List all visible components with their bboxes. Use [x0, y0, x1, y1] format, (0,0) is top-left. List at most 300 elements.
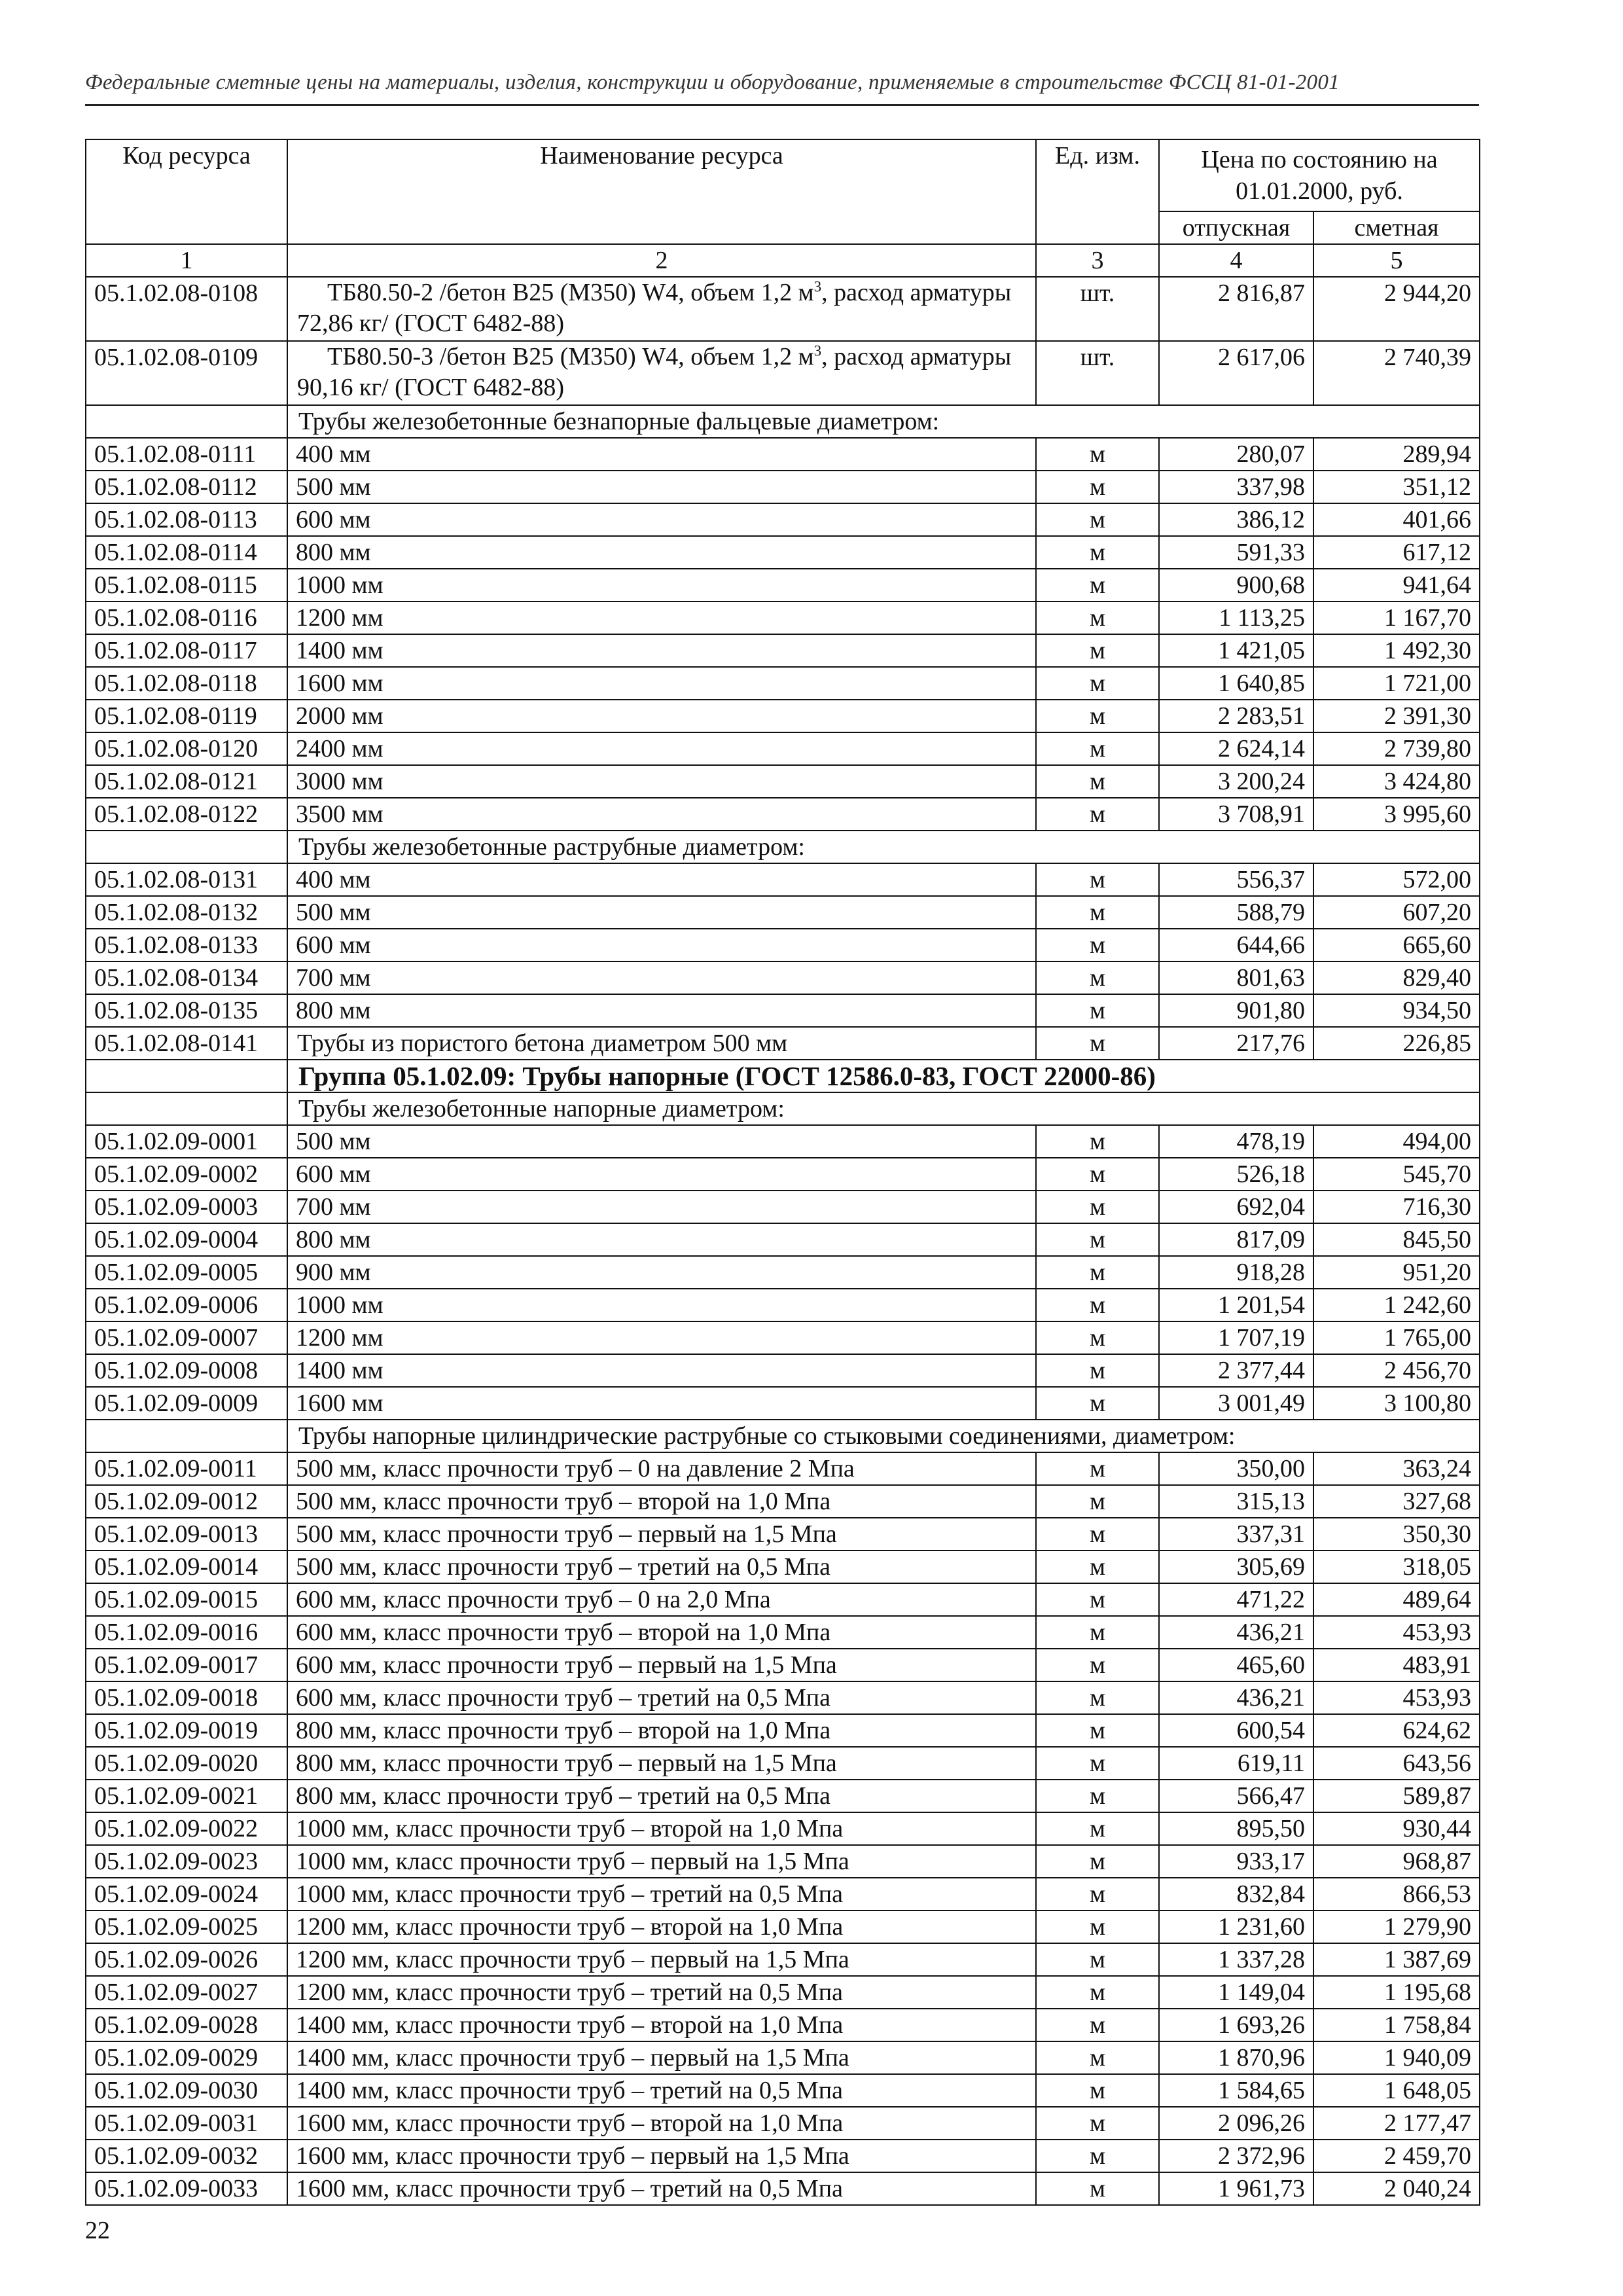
resource-name-text: ТБ80.50-3 /бетон В25 (М350) W4, объем 1,2 м — [327, 343, 814, 370]
resource-name: 1000 мм, класс прочности труб – первый на 1,5 Мпа — [287, 1845, 1036, 1878]
estimate-price: 607,20 — [1313, 896, 1480, 929]
estimate-price: 289,94 — [1313, 438, 1480, 471]
resource-code: 05.1.02.09-0006 — [86, 1289, 287, 1321]
section-title: Трубы железобетонные раструбные диаметром: — [287, 831, 1480, 863]
resource-code: 05.1.02.09-0028 — [86, 2009, 287, 2041]
table-row — [86, 1583, 1480, 1616]
release-price: 556,37 — [1159, 863, 1313, 896]
resource-name — [287, 341, 1036, 405]
estimate-price: 1 242,60 — [1313, 1289, 1480, 1321]
estimate-price: 3 100,80 — [1313, 1387, 1480, 1420]
resource-name: 500 мм, класс прочности труб – второй на 1,0 Мпа — [287, 1485, 1036, 1518]
unit-of-measure: м — [1036, 994, 1159, 1027]
table-row — [86, 863, 1480, 896]
resource-code: 05.1.02.09-0004 — [86, 1223, 287, 1256]
release-price: 933,17 — [1159, 1845, 1313, 1878]
resource-name: 1400 мм, класс прочности труб – второй на 1,0 Мпа — [287, 2009, 1036, 2041]
table-row — [86, 1812, 1480, 1845]
estimate-price: 951,20 — [1313, 1256, 1480, 1289]
release-price: 2 283,51 — [1159, 700, 1313, 732]
resource-code: 05.1.02.09-0003 — [86, 1191, 287, 1223]
estimate-price: 941,64 — [1313, 569, 1480, 601]
release-price: 217,76 — [1159, 1027, 1313, 1060]
release-price: 817,09 — [1159, 1223, 1313, 1256]
release-price: 644,66 — [1159, 929, 1313, 961]
release-price: 692,04 — [1159, 1191, 1313, 1223]
release-price: 1 640,85 — [1159, 667, 1313, 700]
unit-of-measure: м — [1036, 601, 1159, 634]
table-row — [86, 503, 1480, 536]
release-price: 2 624,14 — [1159, 732, 1313, 765]
resource-name-text: ТБ80.50-2 /бетон В25 (М350) W4, объем 1,2 м — [327, 279, 814, 306]
resource-name: 1600 мм, класс прочности труб – второй на 1,0 Мпа — [287, 2107, 1036, 2140]
resource-code: 05.1.02.09-0023 — [86, 1845, 287, 1878]
table-row — [86, 929, 1480, 961]
release-price: 1 421,05 — [1159, 634, 1313, 667]
resource-name: 3500 мм — [287, 798, 1036, 831]
section-row — [86, 1092, 1480, 1125]
table-row — [86, 1256, 1480, 1289]
resource-name: 600 мм, класс прочности труб – третий на 0,5 Мпа — [287, 1681, 1036, 1714]
unit-of-measure: м — [1036, 2140, 1159, 2172]
resource-code: 05.1.02.09-0031 — [86, 2107, 287, 2140]
resource-name: 2000 мм — [287, 700, 1036, 732]
table-row — [86, 1551, 1480, 1583]
table-row — [86, 1780, 1480, 1812]
unit-of-measure: м — [1036, 929, 1159, 961]
resource-code: 05.1.02.09-0032 — [86, 2140, 287, 2172]
estimate-price: 2 944,20 — [1313, 277, 1480, 341]
estimate-price: 1 648,05 — [1313, 2074, 1480, 2107]
release-price: 386,12 — [1159, 503, 1313, 536]
unit-of-measure: м — [1036, 1452, 1159, 1485]
resource-code: 05.1.02.09-0011 — [86, 1452, 287, 1485]
resource-name: 600 мм — [287, 929, 1036, 961]
unit-of-measure: м — [1036, 1747, 1159, 1780]
unit-of-measure: м — [1036, 2009, 1159, 2041]
release-price: 436,21 — [1159, 1616, 1313, 1649]
estimate-price: 934,50 — [1313, 994, 1480, 1027]
resource-name: 1400 мм — [287, 1354, 1036, 1387]
release-price: 2 377,44 — [1159, 1354, 1313, 1387]
section-title: Трубы напорные цилиндрические раструбные со стыковыми соединениями, диаметром: — [287, 1420, 1480, 1452]
resource-code: 05.1.02.09-0017 — [86, 1649, 287, 1681]
unit-of-measure: шт. — [1036, 277, 1159, 341]
empty-cell — [86, 831, 287, 863]
resource-code: 05.1.02.08-0119 — [86, 700, 287, 732]
release-price: 600,54 — [1159, 1714, 1313, 1747]
table-header-row — [86, 139, 1480, 211]
resource-name: 800 мм — [287, 994, 1036, 1027]
section-row — [86, 831, 1480, 863]
resource-code: 05.1.02.08-0114 — [86, 536, 287, 569]
resource-name: 700 мм — [287, 1191, 1036, 1223]
table-row — [86, 961, 1480, 994]
section-title: Трубы железобетонные безнапорные фальцевые диаметром: — [287, 405, 1480, 438]
resource-code: 05.1.02.09-0030 — [86, 2074, 287, 2107]
resource-name: 2400 мм — [287, 732, 1036, 765]
resource-code: 05.1.02.09-0015 — [86, 1583, 287, 1616]
estimate-price: 716,30 — [1313, 1191, 1480, 1223]
table-row — [86, 634, 1480, 667]
resource-code: 05.1.02.08-0121 — [86, 765, 287, 798]
resource-name: 500 мм, класс прочности труб – 0 на давление 2 Мпа — [287, 1452, 1036, 1485]
table-row — [86, 1518, 1480, 1551]
release-price: 436,21 — [1159, 1681, 1313, 1714]
estimate-price: 624,62 — [1313, 1714, 1480, 1747]
estimate-price: 489,64 — [1313, 1583, 1480, 1616]
resource-code: 05.1.02.08-0108 — [86, 277, 287, 341]
estimate-price: 401,66 — [1313, 503, 1480, 536]
release-price: 900,68 — [1159, 569, 1313, 601]
resource-name: 600 мм, класс прочности труб – 0 на 2,0 Мпа — [287, 1583, 1036, 1616]
release-price: 315,13 — [1159, 1485, 1313, 1518]
release-price: 526,18 — [1159, 1158, 1313, 1191]
table-row — [86, 1289, 1480, 1321]
resource-name: 600 мм, класс прочности труб – второй на 1,0 Мпа — [287, 1616, 1036, 1649]
release-price: 1 693,26 — [1159, 2009, 1313, 2041]
estimate-price: 483,91 — [1313, 1649, 1480, 1681]
resource-code: 05.1.02.09-0019 — [86, 1714, 287, 1747]
price-table — [85, 139, 1480, 2206]
resource-code: 05.1.02.08-0116 — [86, 601, 287, 634]
table-row — [86, 2140, 1480, 2172]
table-row — [86, 798, 1480, 831]
resource-name: 1600 мм, класс прочности труб – третий на 0,5 Мпа — [287, 2172, 1036, 2205]
release-price: 566,47 — [1159, 1780, 1313, 1812]
table-row — [86, 1943, 1480, 1976]
unit-of-measure: м — [1036, 1681, 1159, 1714]
resource-name: 1400 мм, класс прочности труб – третий на 0,5 Мпа — [287, 2074, 1036, 2107]
unit-of-measure: м — [1036, 863, 1159, 896]
empty-cell — [86, 405, 287, 438]
resource-code: 05.1.02.08-0134 — [86, 961, 287, 994]
unit-of-measure: шт. — [1036, 341, 1159, 405]
col-unit-header: Ед. изм. — [1036, 139, 1159, 244]
estimate-price: 1 195,68 — [1313, 1976, 1480, 2009]
release-price: 1 231,60 — [1159, 1910, 1313, 1943]
resource-name: 1200 мм, класс прочности труб – второй на 1,0 Мпа — [287, 1910, 1036, 1943]
table-row — [86, 1649, 1480, 1681]
unit-of-measure: м — [1036, 667, 1159, 700]
release-price: 471,22 — [1159, 1583, 1313, 1616]
resource-code: 05.1.02.09-0001 — [86, 1125, 287, 1158]
resource-name: 500 мм, класс прочности труб – первый на 1,5 Мпа — [287, 1518, 1036, 1551]
estimate-price: 1 279,90 — [1313, 1910, 1480, 1943]
column-number: 5 — [1313, 244, 1480, 277]
unit-of-measure: м — [1036, 1256, 1159, 1289]
resource-name: 1000 мм, класс прочности труб – второй на 1,0 Мпа — [287, 1812, 1036, 1845]
resource-code: 05.1.02.09-0005 — [86, 1256, 287, 1289]
resource-code: 05.1.02.08-0120 — [86, 732, 287, 765]
estimate-price: 1 387,69 — [1313, 1943, 1480, 1976]
resource-name: Трубы из пористого бетона диаметром 500 мм — [287, 1027, 1036, 1060]
estimate-price: 2 040,24 — [1313, 2172, 1480, 2205]
empty-cell — [86, 1060, 287, 1092]
group-title: Группа 05.1.02.09: Трубы напорные (ГОСТ 12586.0-83, ГОСТ 22000-86) — [287, 1060, 1480, 1092]
resource-name: 1600 мм — [287, 1387, 1036, 1420]
resource-code: 05.1.02.08-0132 — [86, 896, 287, 929]
resource-code: 05.1.02.09-0027 — [86, 1976, 287, 2009]
table-row — [86, 1125, 1480, 1158]
release-price: 1 149,04 — [1159, 1976, 1313, 2009]
estimate-price: 643,56 — [1313, 1747, 1480, 1780]
resource-code: 05.1.02.09-0008 — [86, 1354, 287, 1387]
table-row — [86, 1191, 1480, 1223]
resource-code: 05.1.02.09-0018 — [86, 1681, 287, 1714]
resource-code: 05.1.02.08-0133 — [86, 929, 287, 961]
table-row — [86, 1387, 1480, 1420]
release-price: 337,31 — [1159, 1518, 1313, 1551]
table-row — [86, 2074, 1480, 2107]
table-row — [86, 1747, 1480, 1780]
estimate-price: 2 456,70 — [1313, 1354, 1480, 1387]
resource-code: 05.1.02.09-0021 — [86, 1780, 287, 1812]
resource-code: 05.1.02.08-0113 — [86, 503, 287, 536]
resource-code: 05.1.02.09-0012 — [86, 1485, 287, 1518]
table-row — [86, 1616, 1480, 1649]
unit-of-measure: м — [1036, 1125, 1159, 1158]
release-price: 3 708,91 — [1159, 798, 1313, 831]
table-row — [86, 1910, 1480, 1943]
estimate-price: 572,00 — [1313, 863, 1480, 896]
resource-name: 1600 мм — [287, 667, 1036, 700]
unit-of-measure: м — [1036, 1191, 1159, 1223]
resource-code: 05.1.02.08-0112 — [86, 471, 287, 503]
resource-name: 500 мм — [287, 1125, 1036, 1158]
resource-name: 500 мм — [287, 896, 1036, 929]
unit-of-measure: м — [1036, 1976, 1159, 2009]
table-row — [86, 601, 1480, 634]
release-price: 1 113,25 — [1159, 601, 1313, 634]
table-row — [86, 1354, 1480, 1387]
estimate-price: 350,30 — [1313, 1518, 1480, 1551]
estimate-price: 829,40 — [1313, 961, 1480, 994]
unit-of-measure: м — [1036, 1845, 1159, 1878]
table-row — [86, 2009, 1480, 2041]
table-row — [86, 1452, 1480, 1485]
release-price: 832,84 — [1159, 1878, 1313, 1910]
unit-of-measure: м — [1036, 732, 1159, 765]
resource-code: 05.1.02.09-0024 — [86, 1878, 287, 1910]
resource-code: 05.1.02.09-0025 — [86, 1910, 287, 1943]
resource-name: 800 мм, класс прочности труб – второй на 1,0 Мпа — [287, 1714, 1036, 1747]
col-price-header: Цена по состоянию на 01.01.2000, руб. — [1159, 139, 1480, 211]
table-row — [86, 765, 1480, 798]
unit-of-measure: м — [1036, 2107, 1159, 2140]
unit-of-measure: м — [1036, 471, 1159, 503]
table-row — [86, 896, 1480, 929]
estimate-price: 968,87 — [1313, 1845, 1480, 1878]
section-row — [86, 405, 1480, 438]
unit-of-measure: м — [1036, 1714, 1159, 1747]
estimate-price: 3 424,80 — [1313, 765, 1480, 798]
unit-of-measure: м — [1036, 765, 1159, 798]
release-price: 2 816,87 — [1159, 277, 1313, 341]
table-row — [86, 277, 1480, 341]
unit-of-measure: м — [1036, 896, 1159, 929]
release-price: 2 096,26 — [1159, 2107, 1313, 2140]
superscript: 3 — [813, 278, 822, 295]
resource-name: 3000 мм — [287, 765, 1036, 798]
table-row — [86, 667, 1480, 700]
release-price: 2 372,96 — [1159, 2140, 1313, 2172]
release-price: 1 961,73 — [1159, 2172, 1313, 2205]
column-number: 2 — [287, 244, 1036, 277]
column-number: 1 — [86, 244, 287, 277]
group-row — [86, 1060, 1480, 1092]
estimate-price: 2 391,30 — [1313, 700, 1480, 732]
unit-of-measure: м — [1036, 438, 1159, 471]
unit-of-measure: м — [1036, 1878, 1159, 1910]
estimate-price: 665,60 — [1313, 929, 1480, 961]
estimate-price: 866,53 — [1313, 1878, 1480, 1910]
release-price: 1 201,54 — [1159, 1289, 1313, 1321]
resource-name-text: , расход арматуры 90,16 кг/ (ГОСТ 6482-88) — [297, 343, 1012, 401]
estimate-price: 2 739,80 — [1313, 732, 1480, 765]
unit-of-measure: м — [1036, 2041, 1159, 2074]
table-row — [86, 1027, 1480, 1060]
table-row — [86, 1681, 1480, 1714]
empty-cell — [86, 1420, 287, 1452]
empty-cell — [86, 1092, 287, 1125]
release-price: 337,98 — [1159, 471, 1313, 503]
table-row — [86, 1485, 1480, 1518]
section-row — [86, 1420, 1480, 1452]
resource-code: 05.1.02.08-0118 — [86, 667, 287, 700]
resource-name — [287, 277, 1036, 341]
col-estimate-header: сметная — [1313, 211, 1480, 244]
unit-of-measure: м — [1036, 503, 1159, 536]
release-price: 1 584,65 — [1159, 2074, 1313, 2107]
resource-name: 1400 мм — [287, 634, 1036, 667]
table-row — [86, 1321, 1480, 1354]
table-row — [86, 732, 1480, 765]
release-price: 895,50 — [1159, 1812, 1313, 1845]
resource-name: 500 мм — [287, 471, 1036, 503]
estimate-price: 617,12 — [1313, 536, 1480, 569]
resource-code: 05.1.02.09-0029 — [86, 2041, 287, 2074]
resource-code: 05.1.02.09-0022 — [86, 1812, 287, 1845]
resource-code: 05.1.02.08-0141 — [86, 1027, 287, 1060]
estimate-price: 1 721,00 — [1313, 667, 1480, 700]
unit-of-measure: м — [1036, 569, 1159, 601]
resource-code: 05.1.02.08-0135 — [86, 994, 287, 1027]
resource-code: 05.1.02.08-0111 — [86, 438, 287, 471]
resource-name: 600 мм — [287, 1158, 1036, 1191]
resource-name: 800 мм, класс прочности труб – третий на 0,5 Мпа — [287, 1780, 1036, 1812]
estimate-price: 930,44 — [1313, 1812, 1480, 1845]
resource-code: 05.1.02.09-0013 — [86, 1518, 287, 1551]
table-row — [86, 569, 1480, 601]
estimate-price: 494,00 — [1313, 1125, 1480, 1158]
estimate-price: 1 167,70 — [1313, 601, 1480, 634]
resource-name: 1200 мм, класс прочности труб – первый на 1,5 Мпа — [287, 1943, 1036, 1976]
unit-of-measure: м — [1036, 1223, 1159, 1256]
resource-name: 1600 мм, класс прочности труб – первый на 1,5 Мпа — [287, 2140, 1036, 2172]
unit-of-measure: м — [1036, 700, 1159, 732]
unit-of-measure: м — [1036, 1616, 1159, 1649]
unit-of-measure: м — [1036, 1485, 1159, 1518]
release-price: 465,60 — [1159, 1649, 1313, 1681]
release-price: 3 200,24 — [1159, 765, 1313, 798]
unit-of-measure: м — [1036, 2074, 1159, 2107]
running-header: Федеральные сметные цены на материалы, изделия, конструкции и оборудование, применяемые в строительстве ФССЦ 81-01-2001 — [85, 71, 1479, 106]
release-price: 901,80 — [1159, 994, 1313, 1027]
resource-name: 600 мм, класс прочности труб – первый на 1,5 Мпа — [287, 1649, 1036, 1681]
superscript: 3 — [813, 342, 822, 359]
resource-code: 05.1.02.09-0007 — [86, 1321, 287, 1354]
resource-code: 05.1.02.09-0014 — [86, 1551, 287, 1583]
table-row — [86, 2041, 1480, 2074]
table-row — [86, 700, 1480, 732]
resource-code: 05.1.02.09-0002 — [86, 1158, 287, 1191]
resource-code: 05.1.02.08-0117 — [86, 634, 287, 667]
table-row — [86, 1714, 1480, 1747]
estimate-price: 545,70 — [1313, 1158, 1480, 1191]
table-row — [86, 438, 1480, 471]
resource-name: 1200 мм, класс прочности труб – третий на 0,5 Мпа — [287, 1976, 1036, 2009]
unit-of-measure: м — [1036, 1387, 1159, 1420]
release-price: 1 870,96 — [1159, 2041, 1313, 2074]
table-row — [86, 1158, 1480, 1191]
unit-of-measure: м — [1036, 1321, 1159, 1354]
unit-of-measure: м — [1036, 1551, 1159, 1583]
table-row — [86, 1878, 1480, 1910]
resource-name: 500 мм, класс прочности труб – третий на 0,5 Мпа — [287, 1551, 1036, 1583]
table-row — [86, 1223, 1480, 1256]
resource-name: 400 мм — [287, 863, 1036, 896]
resource-name: 1400 мм, класс прочности труб – первый на 1,5 Мпа — [287, 2041, 1036, 2074]
unit-of-measure: м — [1036, 1289, 1159, 1321]
unit-of-measure: м — [1036, 1910, 1159, 1943]
release-price: 588,79 — [1159, 896, 1313, 929]
estimate-price: 2 459,70 — [1313, 2140, 1480, 2172]
release-price: 3 001,49 — [1159, 1387, 1313, 1420]
resource-code: 05.1.02.09-0026 — [86, 1943, 287, 1976]
unit-of-measure: м — [1036, 1027, 1159, 1060]
unit-of-measure: м — [1036, 634, 1159, 667]
table-row — [86, 536, 1480, 569]
unit-of-measure: м — [1036, 961, 1159, 994]
resource-code: 05.1.02.09-0020 — [86, 1747, 287, 1780]
estimate-price: 589,87 — [1313, 1780, 1480, 1812]
unit-of-measure: м — [1036, 1780, 1159, 1812]
estimate-price: 1 758,84 — [1313, 2009, 1480, 2041]
resource-name-text: , расход арматуры 72,86 кг/ (ГОСТ 6482-88) — [297, 279, 1012, 337]
unit-of-measure: м — [1036, 1812, 1159, 1845]
unit-of-measure: м — [1036, 798, 1159, 831]
column-number: 4 — [1159, 244, 1313, 277]
resource-name: 800 мм, класс прочности труб – первый на 1,5 Мпа — [287, 1747, 1036, 1780]
table-row — [86, 341, 1480, 405]
col-code-header: Код ресурса — [86, 139, 287, 244]
release-price: 801,63 — [1159, 961, 1313, 994]
col-name-header: Наименование ресурса — [287, 139, 1036, 244]
unit-of-measure: м — [1036, 1158, 1159, 1191]
unit-of-measure: м — [1036, 1943, 1159, 1976]
resource-name: 1000 мм — [287, 1289, 1036, 1321]
resource-name: 1000 мм, класс прочности труб – третий на 0,5 Мпа — [287, 1878, 1036, 1910]
page-number: 22 — [85, 2217, 110, 2244]
estimate-price: 318,05 — [1313, 1551, 1480, 1583]
release-price: 280,07 — [1159, 438, 1313, 471]
estimate-price: 2 177,47 — [1313, 2107, 1480, 2140]
table-row — [86, 1845, 1480, 1878]
unit-of-measure: м — [1036, 1518, 1159, 1551]
unit-of-measure: м — [1036, 1583, 1159, 1616]
resource-code: 05.1.02.08-0109 — [86, 341, 287, 405]
